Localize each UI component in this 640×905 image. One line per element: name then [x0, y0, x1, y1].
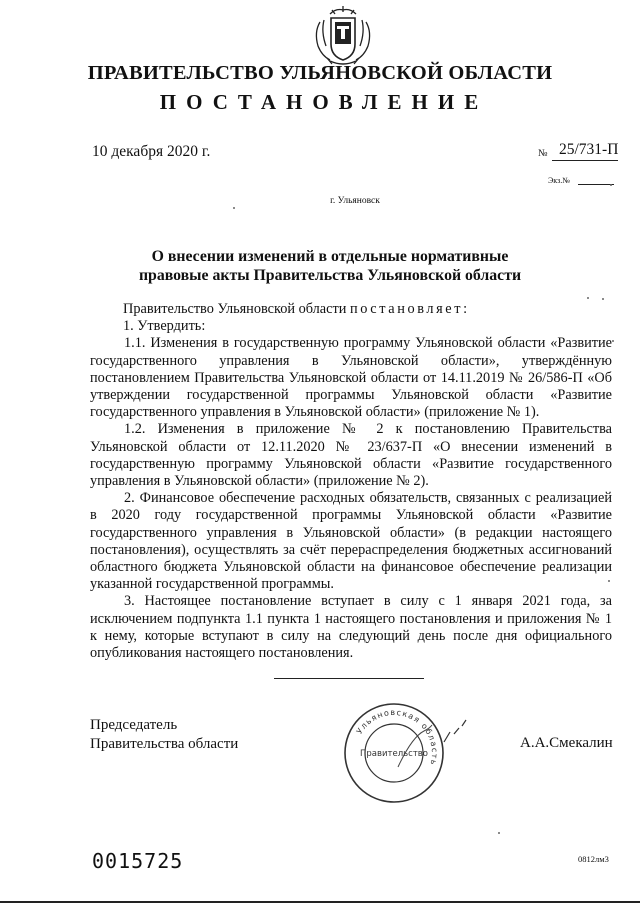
seal-ring-text: Ульяновская область — [354, 707, 440, 767]
subject-line-1: О внесении изменений в отдельные нормативные — [151, 248, 509, 265]
signatory-title-line-2: Правительства области — [90, 736, 239, 752]
item-2: 2. Финансовое обеспечение расходных обязательств, связанных с реализацией в 2020 году государственной программы Ульяновской области «Развитие государственного управления в Ульяновской области» (в редакции настоящего постановления), осуществлять за счёт перераспределения бюджетных ассигнований областного бюджета Ульяновской области на финансовое обеспечение реализации указанной государственной программы. — [90, 490, 612, 593]
number-prefix: № — [538, 148, 548, 159]
scan-speck — [233, 207, 235, 209]
scan-speck — [612, 340, 614, 342]
intro-lead: Правительство Ульяновской области — [123, 301, 350, 317]
item-1-2: 1.2. Изменения в приложение № 2 к постановлению Правительства Ульяновской области от 12.11.2020 № 23/637-П «О внесении изменений в государственную программу Ульяновской области «Развитие государственного управления в Ульяновской области» (приложение № 2). — [90, 421, 612, 490]
scan-speck — [587, 297, 589, 299]
intro-tail: : — [463, 301, 468, 317]
signatory-title — [90, 716, 238, 754]
document-number: 25/731-П — [559, 141, 619, 158]
scan-speck — [608, 580, 610, 582]
intro-paragraph — [90, 301, 612, 318]
signatory-title-line-1: Председатель — [90, 717, 178, 733]
copy-number-label: Экз.№ — [548, 176, 570, 185]
signature-mark-icon — [440, 712, 500, 752]
item-3: 3. Настоящее постановление вступает в силу с 1 января 2021 года, за исключением подпункта 1.1 пункта 1 настоящего постановления и приложения № 1 к нему, которые вступают в силу на следующий день после дня официального опубликования настоящего постановления. — [90, 593, 612, 662]
bottom-edge-line — [0, 901, 640, 903]
official-seal-icon — [342, 701, 446, 805]
number-underline — [552, 160, 618, 161]
document-body — [90, 301, 612, 662]
document-subject — [0, 247, 640, 285]
document-type-title: ПОСТАНОВЛЕНИЕ — [159, 90, 489, 114]
scan-speck — [498, 832, 500, 834]
intro-decree-word: постановляет — [349, 301, 464, 317]
item-1-1: 1.1. Изменения в государственную программу Ульяновской области «Развитие государственного управления в Ульяновской области», утверждённую постановлением Правительства Ульяновской области от 14.11.2019 № 26/586-П «Об утверждении государственной программы Ульяновской области «Развитие государственного управления в Ульяновской области» (приложение № 1). — [90, 335, 612, 421]
document-date: 10 декабря 2020 г. — [92, 143, 211, 160]
subject-line-2: правовые акты Правительства Ульяновской области — [138, 267, 522, 284]
form-serial-number: 0015725 — [92, 849, 184, 873]
scan-speck — [610, 184, 612, 186]
coat-of-arms-icon — [310, 6, 376, 68]
document-city: г. Ульяновск — [330, 196, 380, 206]
scan-speck — [602, 298, 604, 300]
print-code: 0812лм3 — [578, 854, 609, 864]
seal-center-text: Правительство — [360, 749, 428, 759]
item-1: 1. Утвердить: — [123, 318, 206, 335]
government-title: ПРАВИТЕЛЬСТВО УЛЬЯНОВСКОЙ ОБЛАСТИ — [87, 62, 553, 84]
copy-number-line — [578, 184, 614, 185]
text-end-line — [274, 678, 424, 679]
signatory-name: А.А.Смекалин — [520, 735, 613, 751]
